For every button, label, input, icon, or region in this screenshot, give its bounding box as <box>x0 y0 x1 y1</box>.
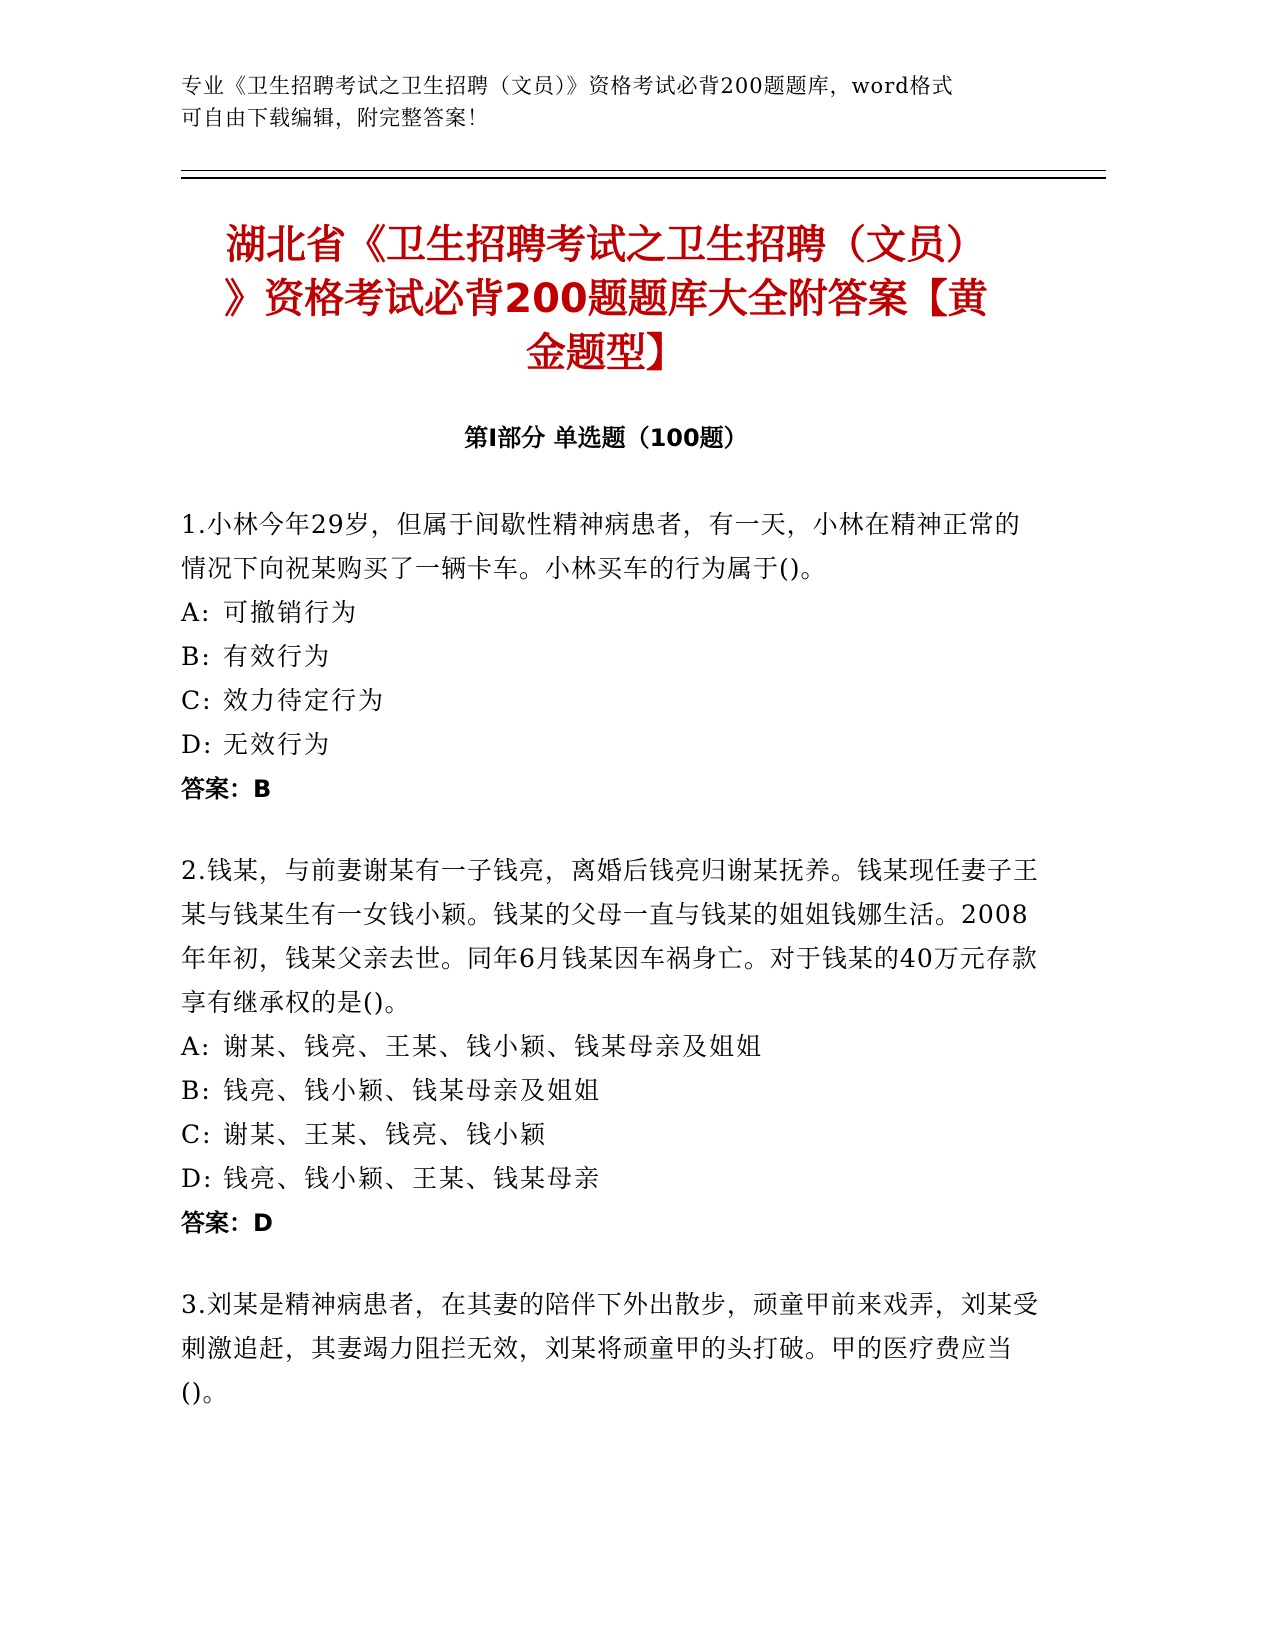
option-text: 谢某、王某、钱亮、钱小颖 <box>223 1120 548 1149</box>
option-text: 无效行为 <box>223 730 332 759</box>
document-title <box>175 218 1037 380</box>
option-d <box>181 723 1041 767</box>
option-key: C: <box>181 686 213 715</box>
option-text: 谢某、钱亮、王某、钱小颖、钱某母亲及姐姐 <box>223 1032 764 1061</box>
option-text: 钱亮、钱小颖、钱某母亲及姐姐 <box>223 1076 602 1105</box>
title-line-1: 湖北省《卫生招聘考试之卫生招聘（文员） <box>226 222 986 268</box>
header-note-line-1: 专业《卫生招聘考试之卫生招聘（文员）》资格考试必背200题题库，word格式 <box>181 74 954 98</box>
option-key: C: <box>181 1120 213 1149</box>
question-3 <box>181 1283 1041 1415</box>
answer-label: 答案：B <box>181 775 272 803</box>
option-list <box>181 591 1041 767</box>
option-a <box>181 591 1041 635</box>
question-1 <box>181 503 1041 811</box>
answer-label: 答案：D <box>181 1209 273 1237</box>
option-key: D: <box>181 1164 214 1193</box>
header-note <box>181 70 1041 134</box>
option-list <box>181 1025 1041 1201</box>
question-2 <box>181 849 1041 1245</box>
header-divider-thick <box>181 177 1106 179</box>
option-key: A: <box>181 598 212 627</box>
option-c <box>181 1113 1041 1157</box>
option-text: 有效行为 <box>223 642 332 671</box>
title-line-3: 金题型】 <box>526 330 686 376</box>
option-a <box>181 1025 1041 1069</box>
option-text: 可撤销行为 <box>223 598 359 627</box>
option-b <box>181 635 1041 679</box>
question-stem: 2.钱某，与前妻谢某有一子钱亮，离婚后钱亮归谢某抚养。钱某现任妻子王某与钱某生有一女钱小颖。钱某的父母一直与钱某的姐姐钱娜生活。2008年年初，钱某父亲去世。同年6月钱某因车祸身亡。对于钱某的40万元存款享有继承权的是()。 <box>181 856 1039 1017</box>
section-heading: 第Ⅰ部分 单选题（100题） <box>464 424 748 452</box>
option-key: B: <box>181 1076 212 1105</box>
option-d <box>181 1157 1041 1201</box>
header-note-line-2: 可自由下载编辑，附完整答案！ <box>181 106 489 130</box>
question-list <box>181 503 1041 1453</box>
option-key: A: <box>181 1032 212 1061</box>
question-stem: 3.刘某是精神病患者，在其妻的陪伴下外出散步，顽童甲前来戏弄，刘某受刺激追赶，其妻竭力阻拦无效，刘某将顽童甲的头打破。甲的医疗费应当()。 <box>181 1290 1039 1407</box>
option-text: 效力待定行为 <box>223 686 386 715</box>
question-stem: 1.小林今年29岁，但属于间歇性精神病患者，有一天，小林在精神正常的情况下向祝某购买了一辆卡车。小林买车的行为属于()。 <box>181 510 1021 583</box>
option-b <box>181 1069 1041 1113</box>
option-key: B: <box>181 642 212 671</box>
title-line-2: 》资格考试必背200题题库大全附答案【黄 <box>224 276 988 322</box>
header-divider-thin <box>181 170 1106 171</box>
option-text: 钱亮、钱小颖、王某、钱某母亲 <box>223 1164 602 1193</box>
option-key: D: <box>181 730 214 759</box>
option-c <box>181 679 1041 723</box>
